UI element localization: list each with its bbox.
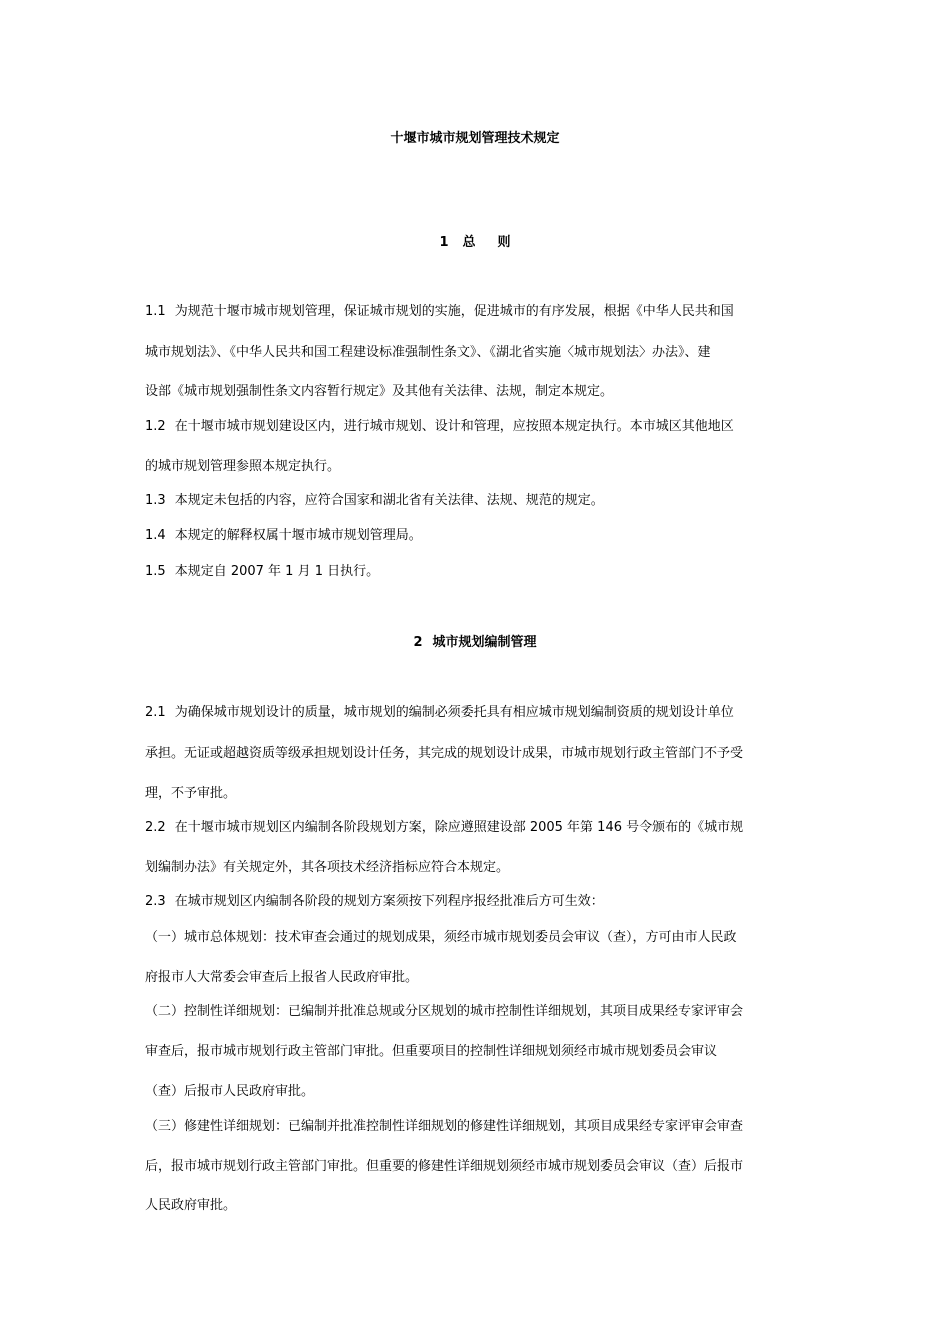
paragraph-line [145, 1118, 815, 1136]
paragraph-text: 在城市规划区内编制各阶段的规划方案须按下列程序报经批准后方可生效： [174, 894, 604, 909]
paragraph-line [145, 1003, 815, 1021]
paragraph-line [145, 1083, 815, 1101]
paragraph-text: （查）后报市人民政府审批。 [145, 1084, 315, 1099]
paragraph-line [145, 303, 815, 321]
paragraph-line [145, 969, 815, 987]
paragraph-text: 人民政府审批。 [145, 1198, 237, 1213]
paragraph-text: 城市规划法》、《中华人民共和国工程建设标准强制性条文》、《湖北省实施〈城市规划法〉办法》、建 [145, 345, 711, 360]
paragraph-text: 在十堰市城市规划区内编制各阶段规划方案，除应遵照建设部 2005 年第 146 号令颁布的《城市规 [174, 820, 744, 835]
paragraph-text: 在十堰市城市规划建设区内，进行城市规划、设计和管理，应按照本规定执行。本市城区其他地区 [174, 419, 734, 434]
paragraph-line [145, 418, 815, 436]
clause-number: 1.5 [145, 564, 166, 579]
paragraph-line [145, 1158, 815, 1176]
clause-number: 1.2 [145, 419, 166, 434]
section-heading-char: 总 [462, 235, 476, 250]
section-heading: 城市规划编制管理 [432, 635, 537, 650]
paragraph-line [145, 704, 815, 722]
paragraph-line [145, 1197, 815, 1215]
clause-number: 1.1 [145, 304, 166, 319]
paragraph-line [145, 785, 815, 803]
paragraph-text: 划编制办法》有关规定外，其各项技术经济指标应符合本规定。 [145, 860, 510, 875]
paragraph-text: 的城市规划管理参照本规定执行。 [145, 459, 341, 474]
paragraph-text: 为确保城市规划设计的质量，城市规划的编制必须委托具有相应城市规划编制资质的规划设计单位 [174, 705, 734, 720]
section-1-heading [0, 234, 950, 252]
clause-number: 2.1 [145, 705, 166, 720]
paragraph-line [145, 527, 815, 545]
clause-number: 1.4 [145, 528, 166, 543]
section-number: 2 [413, 635, 423, 650]
paragraph-text: （一）城市总体规划：技术审查会通过的规划成果，须经市城市规划委员会审议（查），方可由市人民政 [145, 930, 737, 945]
paragraph-line [145, 859, 815, 877]
paragraph-line [145, 563, 815, 581]
paragraph-text: 本规定自 2007 年 1 月 1 日执行。 [174, 564, 380, 579]
paragraph-line [145, 929, 815, 947]
paragraph-line [145, 819, 815, 837]
paragraph-text: 承担。无证或超越资质等级承担规划设计任务，其完成的规划设计成果，市城市规划行政主管部门不予受 [145, 746, 744, 761]
paragraph-line [145, 383, 815, 401]
paragraph-text: （二）控制性详细规划：已编制并批准总规或分区规划的城市控制性详细规划，其项目成果经专家评审会 [145, 1004, 744, 1019]
paragraph-line [145, 1043, 815, 1061]
paragraph-text: 理，不予审批。 [145, 786, 237, 801]
paragraph-text: 本规定未包括的内容，应符合国家和湖北省有关法律、法规、规范的规定。 [174, 493, 604, 508]
paragraph-text: （三）修建性详细规划：已编制并批准控制性详细规划的修建性详细规划，其项目成果经专家评审会审查 [145, 1119, 744, 1134]
paragraph-line [145, 344, 815, 362]
paragraph-line [145, 893, 815, 911]
document-title: 十堰市城市规划管理技术规定 [390, 131, 560, 146]
paragraph-line [145, 745, 815, 763]
clause-number: 2.2 [145, 820, 166, 835]
clause-number: 2.3 [145, 894, 166, 909]
paragraph-text: 设部《城市规划强制性条文内容暂行规定》及其他有关法律、法规，制定本规定。 [145, 384, 614, 399]
paragraph-text: 府报市人大常委会审查后上报省人民政府审批。 [145, 970, 419, 985]
paragraph-text: 本规定的解释权属十堰市城市规划管理局。 [174, 528, 422, 543]
paragraph-text: 为规范十堰市城市规划管理，保证城市规划的实施，促进城市的有序发展，根据《中华人民共和国 [174, 304, 734, 319]
paragraph-text: 后，报市城市规划行政主管部门审批。但重要的修建性详细规划须经市城市规划委员会审议（查）后报市 [145, 1159, 744, 1174]
paragraph-line [145, 492, 815, 510]
section-number: 1 [439, 235, 449, 250]
section-heading-char: 则 [497, 235, 511, 250]
paragraph-text: 审查后，报市城市规划行政主管部门审批。但重要项目的控制性详细规划须经市城市规划委员会审议 [145, 1044, 718, 1059]
clause-number: 1.3 [145, 493, 166, 508]
section-2-heading [0, 634, 950, 652]
paragraph-line [145, 458, 815, 476]
